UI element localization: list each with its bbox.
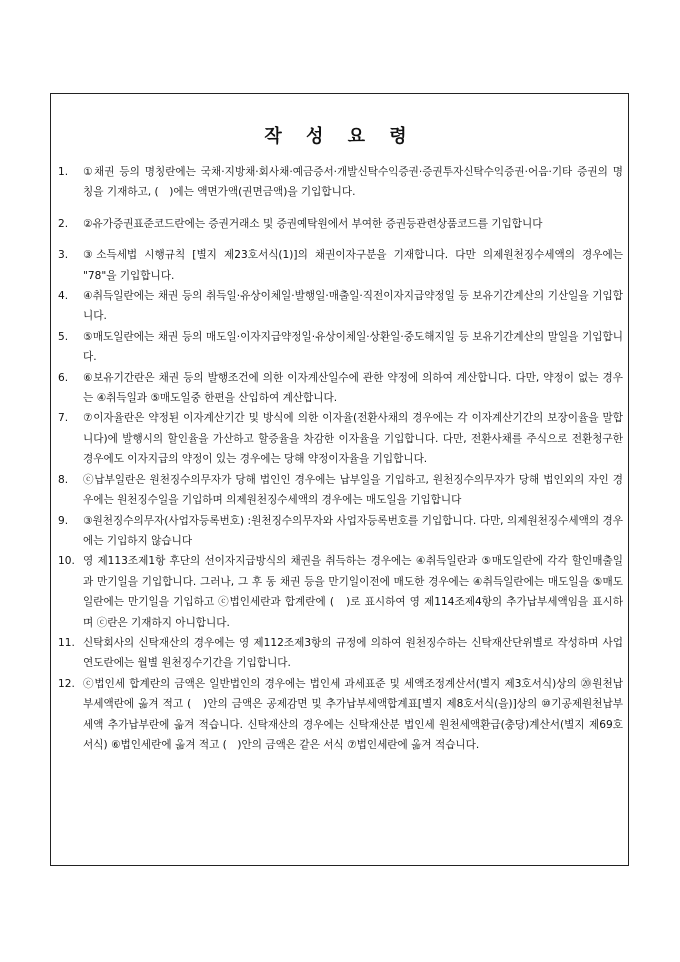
item-number: 4. bbox=[58, 290, 69, 303]
list-item bbox=[58, 286, 623, 327]
item-number: 3. bbox=[58, 249, 69, 262]
item-text: ⓒ법인세 합계란의 금액은 일반법인의 경우에는 법인세 과세표준 및 세액조정계산서(별지 제3호서식)상의 ⑳원천납부세액란에 옮겨 적고 ( )안의 금액은 공제감면 및 추가납부세액합계표[별지 제8호서식(을)]상의 ⑩기공제원천납부세액 추가납부란에 옮겨 적습니다. 신탁재산의 경우에는 신탁재산분 법인세 원천세액환급(충당)계산서(별지 제69호서식) ⑥법인세란에 옮겨 적고 ( )안의 금액은 같은 서식 ⑦법인세란에 옮겨 적습니다. bbox=[83, 677, 623, 751]
item-number: 9. bbox=[58, 514, 69, 527]
item-text: ③원천징수의무자(사업자등록번호) :원천징수의무자와 사업자등록번호를 기입합니다. 다만, 의제원천징수세액의 경우에는 기입하지 않습니다 bbox=[83, 514, 623, 547]
item-number: 5. bbox=[58, 330, 69, 343]
list-item bbox=[58, 470, 623, 511]
list-item bbox=[58, 214, 623, 234]
list-item bbox=[58, 327, 623, 368]
list-item bbox=[58, 368, 623, 409]
list-item bbox=[58, 674, 623, 756]
item-number: 11. bbox=[58, 636, 75, 649]
list-item bbox=[58, 633, 623, 674]
item-number: 2. bbox=[58, 217, 69, 230]
list-item bbox=[58, 162, 623, 203]
item-number: 8. bbox=[58, 473, 69, 486]
item-number: 12. bbox=[58, 677, 75, 690]
item-text: ⑤매도일란에는 채권 등의 매도일·이자지급약정일·유상이체일·상환일·중도해지일 등 보유기간계산의 말일을 기입합니다. bbox=[83, 330, 623, 364]
item-number: 10. bbox=[58, 555, 75, 568]
item-text: ①채권 등의 명칭란에는 국채·지방채·회사채·예금증서·개발신탁수익증권·증권투자신탁수익증권·어음·기타 증권의 명칭을 기재하고, ( )에는 액면가액(권면금액)을 기입합니다. bbox=[83, 166, 623, 199]
list-item bbox=[58, 245, 627, 286]
list-item bbox=[58, 408, 627, 469]
page-title: 작 성 요 령 bbox=[264, 126, 416, 147]
item-text: ⓒ납부일란은 원천징수의무자가 당해 법인인 경우에는 납부일을 기입하고, 원천징수의무자가 당해 법인외의 자인 경우에는 원천징수일을 기입하며 의제원천징수세액의 경우에는 매도일을 기입합니다 bbox=[83, 473, 623, 507]
item-text: ④취득일란에는 채권 등의 취득일·유상이체일·발행일·매출일·직전이자지급약정일 등 보유기간계산의 기산일을 기입합니다. bbox=[83, 290, 623, 323]
item-text: ②유가증권표준코드란에는 증권거래소 및 증권예탁원에서 부여한 증권등관련상품코드를 기입합니다 bbox=[83, 217, 543, 230]
item-text: ③소득세법 시행규칙 [별지 제23호서식(1)]의 채권이자구분을 기재합니다. 다만 의제원천징수세액의 경우에는 "78"을 기입합니다. bbox=[83, 249, 627, 282]
list-item bbox=[58, 511, 623, 552]
item-text: ⑥보유기간란은 채권 등의 발행조건에 의한 이자계산일수에 관한 약정에 의하여 계산합니다. 다만, 약정이 없는 경우는 ④취득일과 ⑤매도일중 한편을 산입하여 계산합니다. bbox=[83, 371, 623, 405]
item-text: ⑦이자율란은 약정된 이자계산기간 및 방식에 의한 이자율(전환사채의 경우에는 각 이자계산기간의 보장이율을 말합니다)에 발행시의 할인율을 가산하고 할증율을 차감한 이자율을 기입합니다. 다만, 전환사채를 주식으로 전환청구한 경우에도 이자지급의 약정이 있는 경우에는 당해 약정이자율을 기입합니다. bbox=[83, 412, 627, 466]
instruction-list bbox=[58, 162, 627, 755]
list-item bbox=[58, 551, 623, 633]
item-text: 영 제113조제1항 후단의 선이자지급방식의 채권을 취득하는 경우에는 ④취득일란과 ⑤매도일란에 각각 할인매출일과 만기일을 기입합니다. 그러나, 그 후 동 채권 등을 만기일이전에 매도한 경우에는 ④취득일란에는 매도일을 ⑤매도일란에는 만기일을 기입하고 ⓒ법인세란과 합계란에 ( )로 표시하여 영 제114조제4항의 추가납부세액임을 표시하며 ⓒ란은 기재하지 아니합니다. bbox=[83, 555, 623, 629]
item-number: 6. bbox=[58, 371, 69, 384]
item-text: 신탁회사의 신탁재산의 경우에는 영 제112조제3항의 규정에 의하여 원천징수하는 신탁재산단위별로 작성하며 사업연도란에는 월별 원천징수기간을 기입합니다. bbox=[83, 636, 623, 670]
item-number: 1. bbox=[58, 166, 69, 178]
item-number: 7. bbox=[58, 412, 69, 425]
